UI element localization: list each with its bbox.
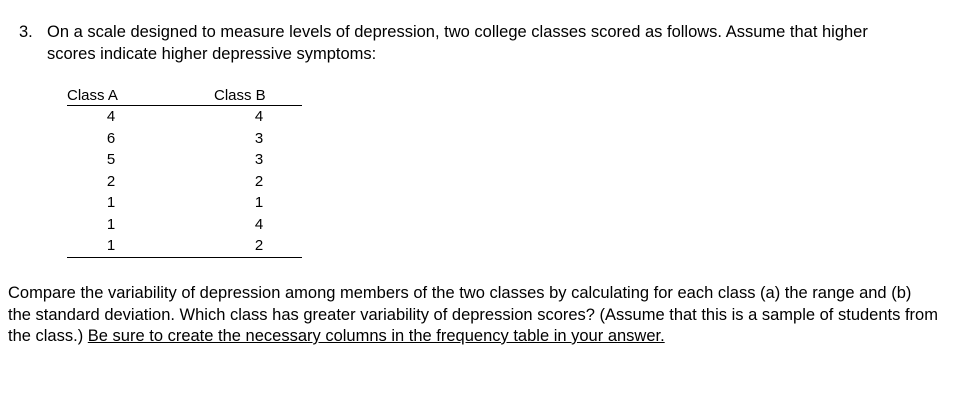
class-a-score: 4 bbox=[106, 108, 116, 125]
instruction-underlined-text: Be sure to create the necessary columns in the frequency table in your answer. bbox=[87, 327, 665, 345]
class-a-score: 1 bbox=[106, 215, 116, 233]
question-text: On a scale designed to measure levels of depression, two college classes scored as follows. Assume that higher scores indicate higher depressive symptoms: bbox=[47, 23, 868, 63]
class-a-score: 2 bbox=[106, 172, 116, 190]
class-a-score: 5 bbox=[106, 151, 116, 168]
question-number: 3. bbox=[19, 23, 33, 41]
class-a-score: 1 bbox=[106, 194, 116, 211]
column-header-class-a: Class A bbox=[67, 87, 118, 104]
table-row bbox=[67, 171, 302, 193]
class-b-score: 4 bbox=[254, 108, 264, 125]
table-row bbox=[67, 192, 302, 214]
class-b-score: 4 bbox=[254, 215, 264, 233]
table-row bbox=[67, 235, 302, 257]
class-a-score: 6 bbox=[106, 129, 116, 147]
class-b-score: 2 bbox=[254, 172, 264, 190]
class-b-score: 3 bbox=[254, 151, 264, 168]
class-a-score: 1 bbox=[106, 237, 116, 254]
scores-table bbox=[67, 87, 302, 258]
table-row bbox=[67, 214, 302, 236]
table-row bbox=[67, 106, 302, 128]
column-header-class-b: Class B bbox=[214, 87, 266, 104]
class-b-score: 3 bbox=[254, 129, 264, 147]
table-body bbox=[67, 106, 302, 258]
class-b-score: 2 bbox=[254, 237, 264, 254]
table-row bbox=[67, 149, 302, 171]
table-header-row bbox=[67, 87, 302, 106]
instruction-paragraph bbox=[8, 283, 938, 348]
table-row bbox=[67, 128, 302, 150]
instruction-text: Compare the variability of depression among members of the two classes by calculating for each class (a) the range and (b) the standard deviation. Which class has greater variability of depression scores? (Assume that this is a sample of students from the class.) bbox=[8, 284, 938, 345]
class-b-score: 1 bbox=[254, 194, 264, 211]
